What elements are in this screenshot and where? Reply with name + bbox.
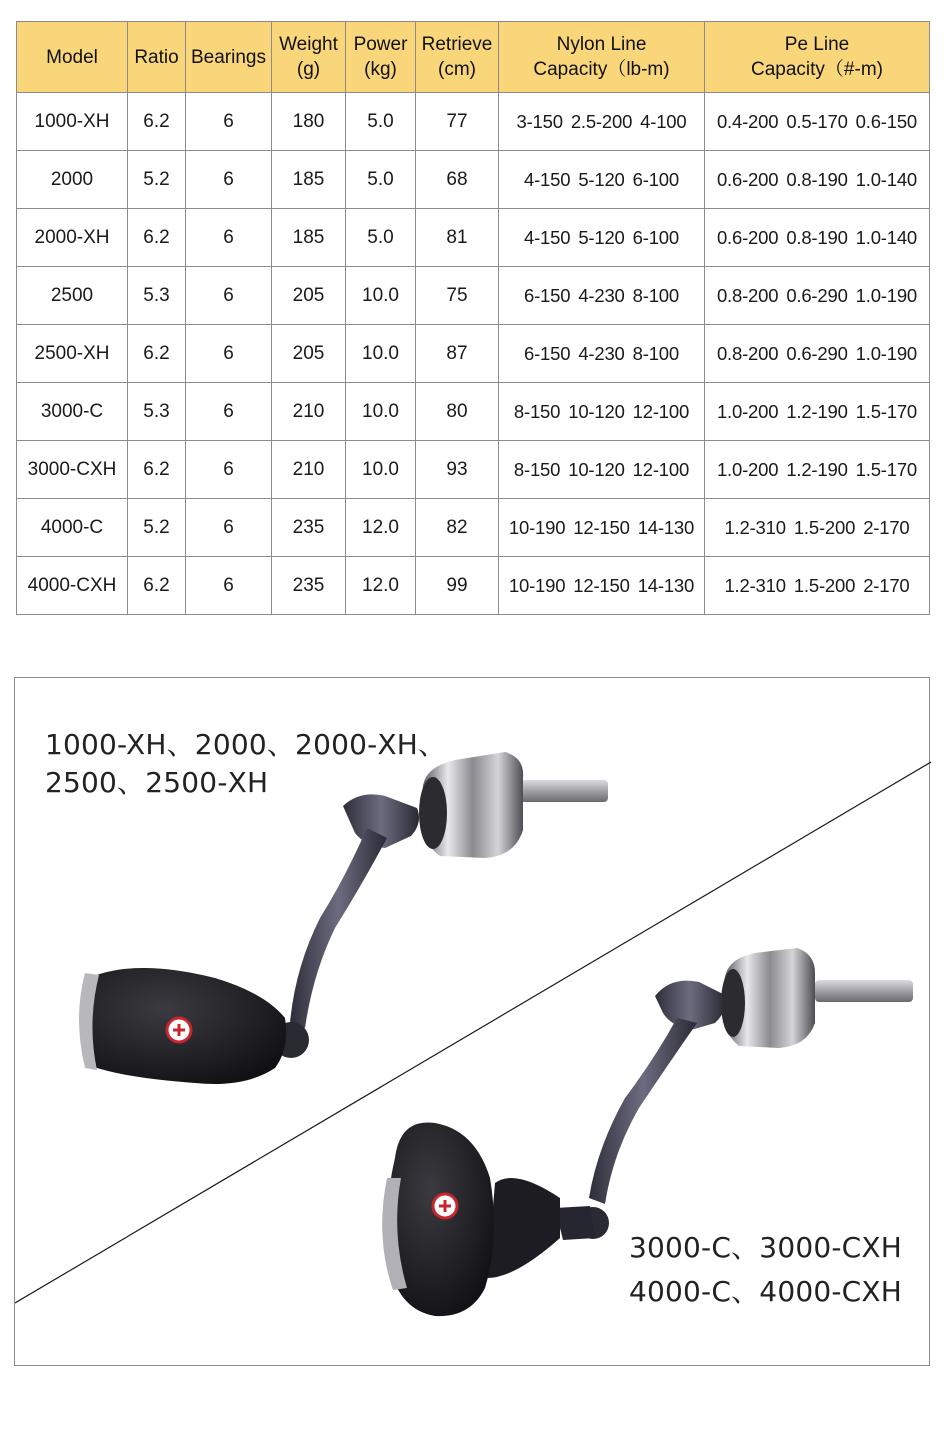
cell-pe-capacity: [705, 383, 930, 441]
capacity-value: 6-150: [524, 284, 571, 306]
caption-line: 3000-C、3000-CXH: [629, 1231, 903, 1264]
cell-power: 12.0: [346, 557, 416, 615]
column-header: [346, 22, 416, 93]
cell-weight: 235: [272, 557, 346, 615]
cell-pe-capacity: [705, 93, 930, 151]
column-header: [705, 22, 930, 93]
capacity-value: 1.5-170: [855, 458, 918, 480]
cell-ratio: 6.2: [128, 325, 186, 383]
table-row: [17, 383, 930, 441]
cell-weight: 210: [272, 383, 346, 441]
capacity-value: 4-100: [640, 110, 687, 132]
cell-model: 2500: [17, 267, 128, 325]
header-line: Power: [353, 34, 408, 55]
capacity-value: 1.0-190: [855, 284, 918, 306]
header-line: (kg): [364, 59, 397, 80]
cell-nylon-capacity: [499, 151, 705, 209]
capacity-value: 2-170: [863, 574, 910, 596]
cell-bearings: 6: [186, 93, 272, 151]
cell-bearings: 6: [186, 383, 272, 441]
table-row: [17, 93, 930, 151]
cell-retrieve: 82: [416, 499, 499, 557]
cell-weight: 180: [272, 93, 346, 151]
table-row: [17, 151, 930, 209]
capacity-value: 1.5-200: [793, 574, 856, 596]
cell-model: 1000-XH: [17, 93, 128, 151]
capacity-value: 0.5-170: [786, 110, 848, 132]
cell-bearings: 6: [186, 557, 272, 615]
cell-nylon-capacity: [499, 441, 705, 499]
cell-nylon-capacity: [499, 499, 705, 557]
cell-model: 4000-CXH: [17, 557, 128, 615]
capacity-value: 8-150: [513, 400, 561, 422]
cell-bearings: 6: [186, 325, 272, 383]
cell-ratio: 5.3: [128, 267, 186, 325]
cell-weight: 210: [272, 441, 346, 499]
capacity-value: 2-170: [863, 516, 910, 538]
capacity-value: 10-120: [568, 458, 625, 480]
capacity-value: 5-120: [578, 226, 625, 248]
capacity-value: 12-150: [573, 574, 630, 596]
capacity-value: 0.6-200: [716, 168, 779, 190]
cell-bearings: 6: [186, 209, 272, 267]
cell-power: 10.0: [346, 325, 416, 383]
cell-bearings: 6: [186, 499, 272, 557]
cell-model: 2500-XH: [17, 325, 128, 383]
cell-retrieve: 81: [416, 209, 499, 267]
table-header-row: [17, 22, 930, 93]
column-header: [272, 22, 346, 93]
column-header: [186, 22, 272, 93]
t-handle-models-caption: [629, 1226, 902, 1314]
table-row: [17, 557, 930, 615]
cell-ratio: 6.2: [128, 93, 186, 151]
header-line: (cm): [438, 59, 476, 80]
cell-ratio: 6.2: [128, 209, 186, 267]
caption-line: 4000-C、4000-CXH: [629, 1275, 903, 1308]
cell-weight: 205: [272, 325, 346, 383]
capacity-value: 0.8-200: [716, 284, 779, 306]
cell-bearings: 6: [186, 267, 272, 325]
header-line: Capacity（#-m): [751, 59, 883, 80]
capacity-value: 2.5-200: [570, 110, 633, 132]
cell-weight: 185: [272, 151, 346, 209]
cell-model: 2000: [17, 151, 128, 209]
cell-retrieve: 93: [416, 441, 499, 499]
capacity-value: 12-100: [632, 458, 690, 480]
cell-model: 4000-C: [17, 499, 128, 557]
capacity-value: 0.6-200: [716, 226, 779, 248]
cell-retrieve: 99: [416, 557, 499, 615]
table-body: [17, 93, 930, 615]
cell-ratio: 5.2: [128, 499, 186, 557]
table-row: [17, 441, 930, 499]
capacity-value: 6-150: [524, 342, 571, 364]
header-line: Bearings: [191, 46, 266, 68]
capacity-value: 1.0-140: [855, 168, 918, 190]
cell-power: 5.0: [346, 209, 416, 267]
capacity-value: 0.6-290: [786, 284, 848, 306]
cell-retrieve: 68: [416, 151, 499, 209]
cell-pe-capacity: [705, 499, 930, 557]
header-line: Nylon Line: [556, 34, 647, 55]
capacity-value: 10-190: [508, 574, 566, 596]
cell-nylon-capacity: [499, 209, 705, 267]
header-line: Retrieve: [421, 34, 493, 55]
column-header: [416, 22, 499, 93]
header-line: Ratio: [134, 46, 179, 68]
caption-line: 2500、2500-XH: [45, 766, 269, 799]
table-row: [17, 209, 930, 267]
cell-model: 2000-XH: [17, 209, 128, 267]
cell-power: 5.0: [346, 93, 416, 151]
cell-nylon-capacity: [499, 267, 705, 325]
capacity-value: 14-130: [637, 516, 695, 538]
capacity-value: 12-100: [632, 400, 690, 422]
capacity-value: 10-120: [568, 400, 625, 422]
capacity-value: 1.2-190: [786, 458, 848, 480]
header-line: (g): [296, 59, 321, 80]
cell-nylon-capacity: [499, 383, 705, 441]
capacity-value: 0.8-190: [786, 168, 848, 190]
cell-pe-capacity: [705, 441, 930, 499]
cell-retrieve: 80: [416, 383, 499, 441]
cell-weight: 235: [272, 499, 346, 557]
capacity-value: 4-150: [524, 226, 571, 248]
capacity-value: 0.6-150: [855, 110, 918, 132]
table-row: [17, 267, 930, 325]
capacity-value: 10-190: [508, 516, 566, 538]
cell-model: 3000-C: [17, 383, 128, 441]
capacity-value: 1.5-170: [855, 400, 918, 422]
cell-power: 10.0: [346, 267, 416, 325]
cell-retrieve: 87: [416, 325, 499, 383]
column-header: [499, 22, 705, 93]
capacity-value: 4-230: [578, 284, 625, 306]
table-row: [17, 325, 930, 383]
cell-power: 10.0: [346, 441, 416, 499]
header-line: Model: [46, 46, 98, 68]
capacity-value: 3-150: [516, 110, 563, 132]
spec-table: [16, 21, 930, 615]
capacity-value: 4-230: [578, 342, 625, 364]
capacity-value: 5-120: [578, 168, 625, 190]
capacity-value: 1.2-190: [786, 400, 848, 422]
cell-bearings: 6: [186, 441, 272, 499]
cell-ratio: 5.3: [128, 383, 186, 441]
header-line: Pe Line: [784, 34, 850, 55]
cell-weight: 205: [272, 267, 346, 325]
capacity-value: 0.8-200: [716, 342, 779, 364]
cell-nylon-capacity: [499, 325, 705, 383]
cell-retrieve: 75: [416, 267, 499, 325]
capacity-value: 1.2-310: [724, 516, 786, 538]
cell-weight: 185: [272, 209, 346, 267]
cell-pe-capacity: [705, 325, 930, 383]
cell-nylon-capacity: [499, 557, 705, 615]
capacity-value: 0.4-200: [716, 110, 779, 132]
capacity-value: 1.2-310: [724, 574, 786, 596]
capacity-value: 1.0-140: [855, 226, 918, 248]
cell-ratio: 6.2: [128, 441, 186, 499]
capacity-value: 8-100: [632, 342, 679, 364]
table-row: [17, 499, 930, 557]
cell-pe-capacity: [705, 267, 930, 325]
cell-model: 3000-CXH: [17, 441, 128, 499]
capacity-value: 1.0-200: [716, 400, 779, 422]
cell-nylon-capacity: [499, 93, 705, 151]
capacity-value: 8-150: [513, 458, 561, 480]
handle-panel: [14, 677, 930, 1366]
capacity-value: 8-100: [632, 284, 679, 306]
cell-bearings: 6: [186, 151, 272, 209]
cell-power: 5.0: [346, 151, 416, 209]
capacity-value: 14-130: [637, 574, 695, 596]
capacity-value: 1.0-200: [716, 458, 779, 480]
capacity-value: 0.6-290: [786, 342, 848, 364]
capacity-value: 6-100: [632, 226, 679, 248]
short-handle-models-caption: [45, 726, 446, 802]
cell-power: 12.0: [346, 499, 416, 557]
cell-pe-capacity: [705, 557, 930, 615]
capacity-value: 4-150: [524, 168, 571, 190]
capacity-value: 12-150: [573, 516, 630, 538]
header-line: Weight: [279, 34, 338, 55]
cell-power: 10.0: [346, 383, 416, 441]
cell-pe-capacity: [705, 209, 930, 267]
caption-line: 1000-XH、2000、2000-XH、: [45, 728, 447, 761]
column-header: [17, 22, 128, 93]
cell-ratio: 6.2: [128, 557, 186, 615]
cell-pe-capacity: [705, 151, 930, 209]
column-header: [128, 22, 186, 93]
cell-ratio: 5.2: [128, 151, 186, 209]
capacity-value: 1.0-190: [855, 342, 918, 364]
cell-retrieve: 77: [416, 93, 499, 151]
header-line: Capacity（lb-m): [533, 59, 670, 80]
capacity-value: 1.5-200: [793, 516, 856, 538]
capacity-value: 6-100: [632, 168, 679, 190]
capacity-value: 0.8-190: [786, 226, 848, 248]
